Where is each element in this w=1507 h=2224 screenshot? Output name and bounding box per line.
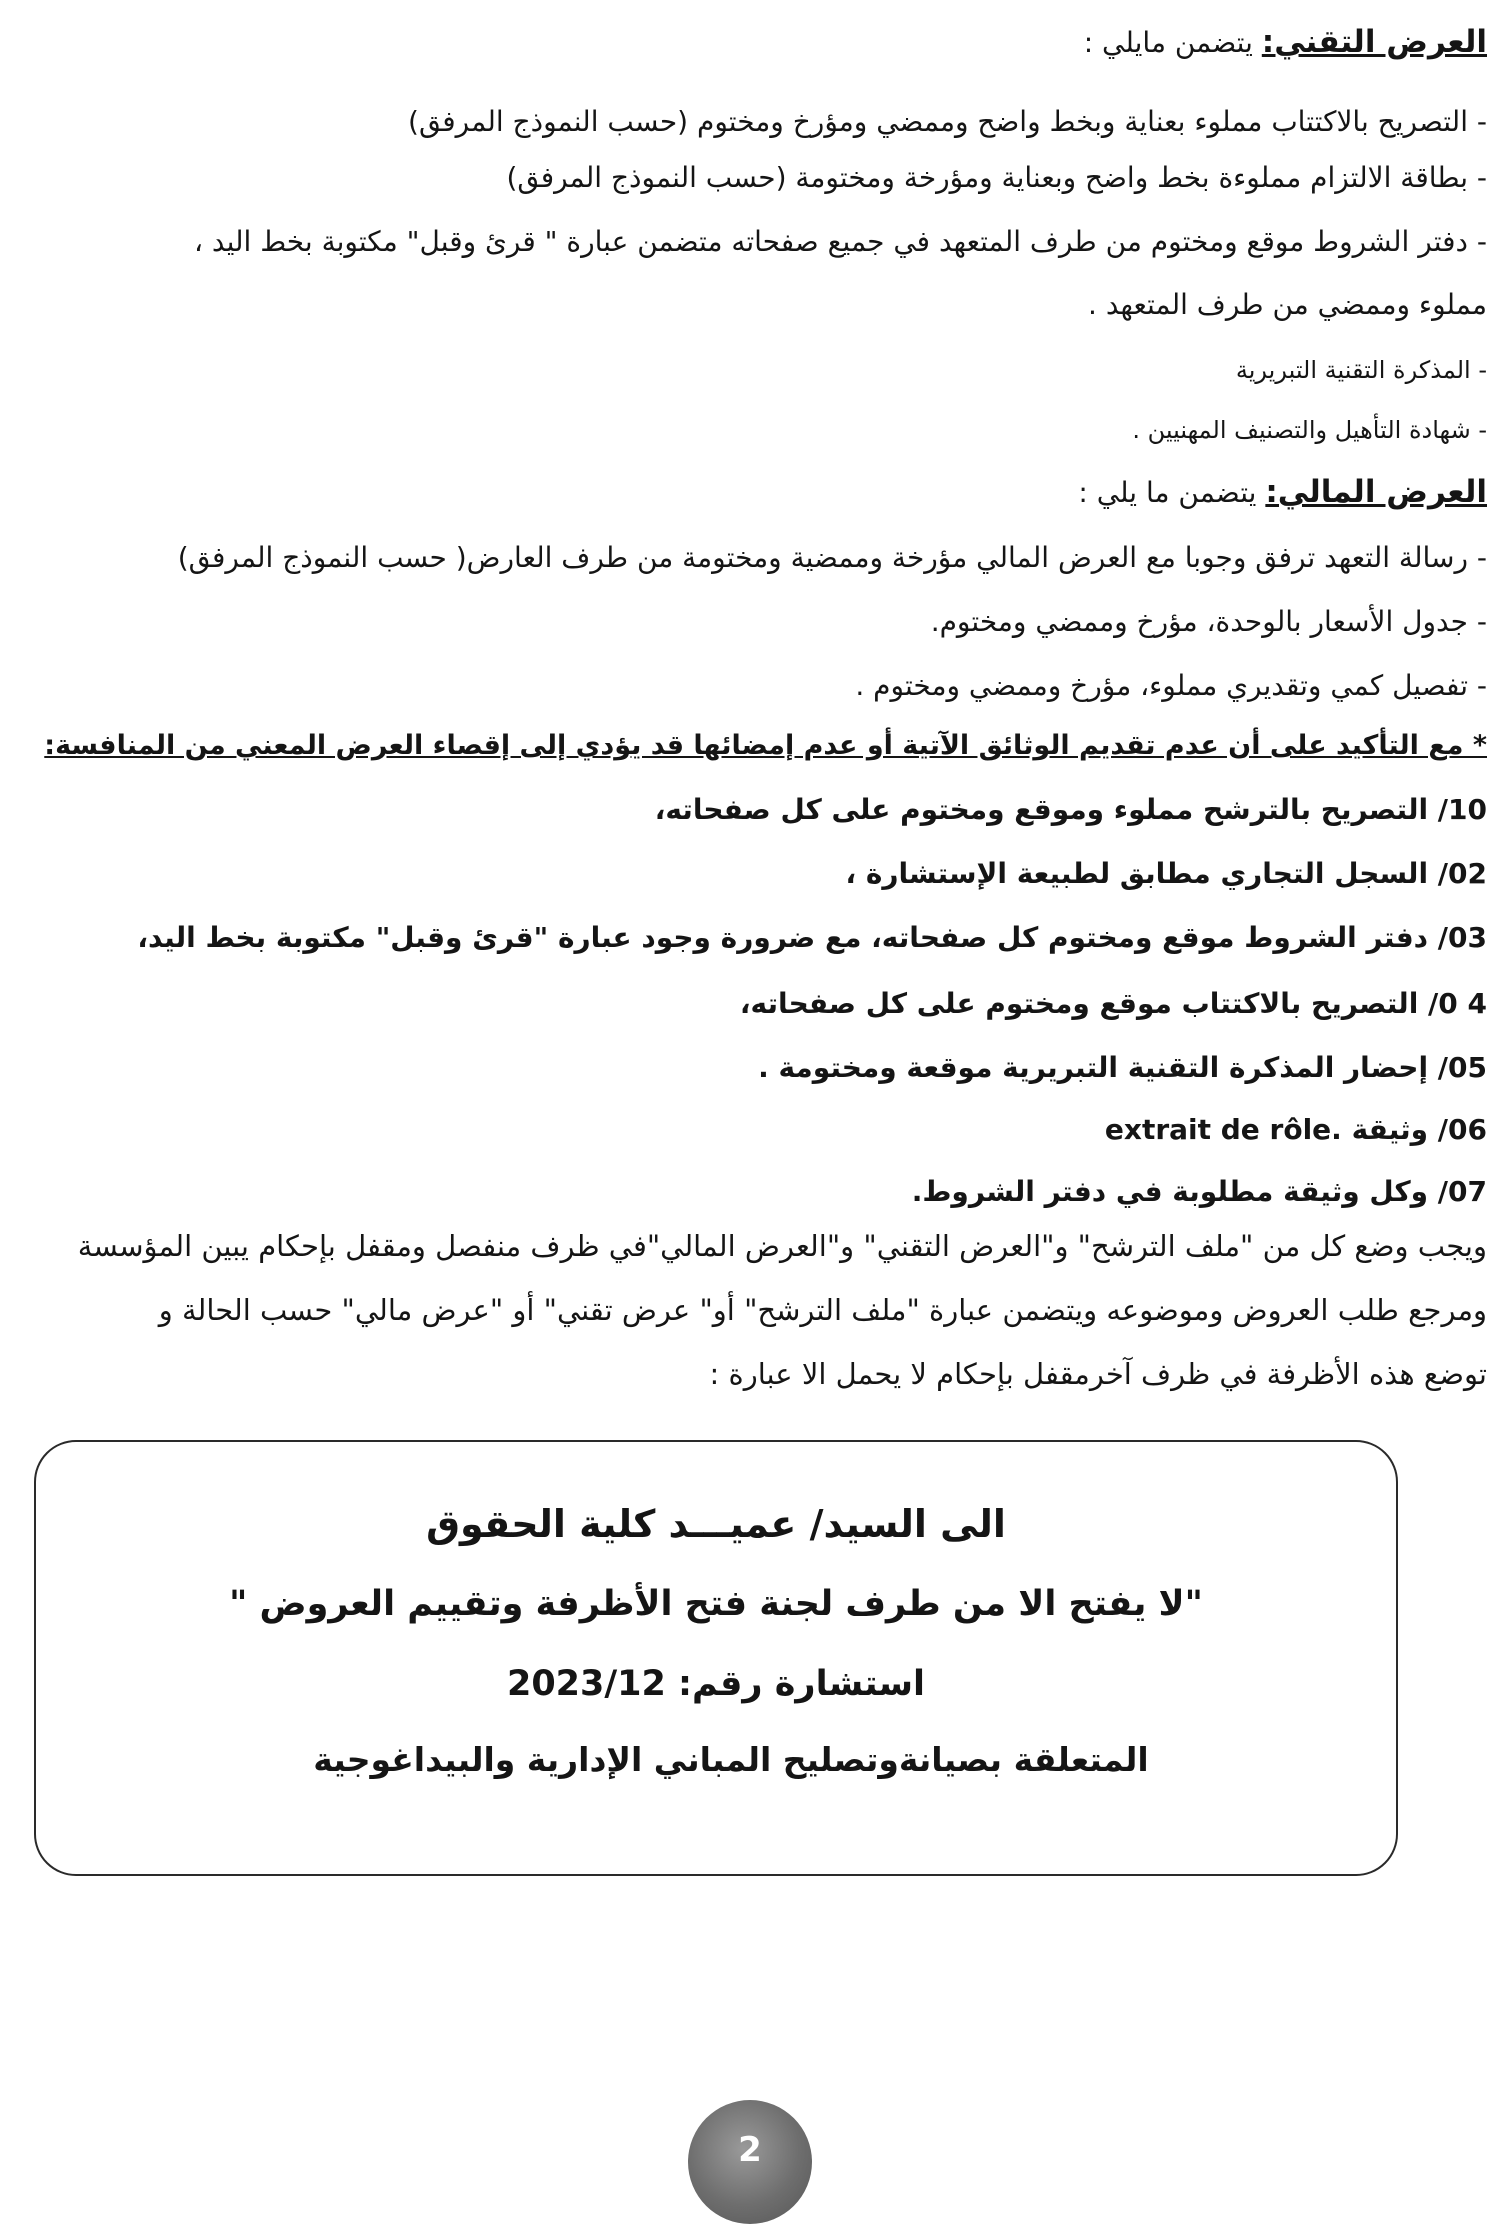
technical-offer-item: - دفتر الشروط موقع ومختوم من طرف المتعهد في جميع صفحاته متضمن عبارة " قرئ وقبل" مكتوبة بخط اليد ، (193, 225, 1487, 258)
required-document-06-french-term: extrait de rôle. (1104, 1113, 1342, 1146)
page-number-badge: 2 (688, 2100, 812, 2224)
exclusion-warning-note: * مع التأكيد على أن عدم تقديم الوثائق الآتية أو عدم إمضائها قد يؤدي إلى إقصاء العرض المعني من المنافسة: (44, 730, 1487, 761)
technical-offer-item: - المذكرة التقنية التبريرية (1235, 356, 1487, 384)
required-document-item: 4 0/ التصريح بالاكتتاب موقع ومختوم على كل صفحاته، (739, 987, 1487, 1020)
required-document-item: 05/ إحضار المذكرة التقنية التبريرية موقعة ومختومة . (758, 1051, 1487, 1084)
required-document-item: 07/ وكل وثيقة مطلوبة في دفتر الشروط. (911, 1175, 1487, 1208)
financial-offer-heading: العرض المالي: (1265, 474, 1487, 510)
envelope-instruction-line: ومرجع طلب العروض وموضوعه ويتضمن عبارة "ملف الترشح" أو" عرض تقني" أو "عرض مالي" حسب الحالة و (158, 1293, 1487, 1327)
financial-offer-item: - تفصيل كمي وتقديري مملوء، مؤرخ وممضي ومختوم . (855, 669, 1487, 702)
required-document-item: 03/ دفتر الشروط موقع ومختوم كل صفحاته، مع ضرورة وجود عبارة "قرئ وقبل" مكتوبة بخط اليد، (137, 921, 1487, 954)
financial-offer-intro: يتضمن ما يلي : (1078, 476, 1257, 509)
consultation-number: استشارة رقم: 2023/12 (506, 1664, 926, 1704)
envelope-address-box (34, 1440, 1398, 1876)
technical-offer-item-continuation: مملوء وممضي من طرف المتعهد . (1088, 288, 1487, 321)
envelope-recipient: الى السيد/ عميـــد كلية الحقوق (426, 1502, 1006, 1546)
envelope-instruction-line: ويجب وضع كل من "ملف الترشح" و"العرض التقني" و"العرض المالي"في ظرف منفصل ومقفل بإحكام يبين المؤسسة (77, 1229, 1487, 1263)
required-document-item: 10/ التصريح بالترشح مملوء وموقع ومختوم على كل صفحاته، (654, 793, 1487, 826)
required-document-06-label: 06/ وثيقة (1351, 1113, 1487, 1146)
financial-offer-item: - رسالة التعهد ترفق وجوبا مع العرض المالي مؤرخة وممضية ومختومة من طرف العارض( حسب النموذج المرفق) (177, 541, 1487, 574)
consultation-subject: المتعلقة بصيانةوتصليح المباني الإدارية والبيداغوجية (313, 1740, 1149, 1779)
financial-offer-heading-line (20, 472, 1487, 513)
technical-offer-item: - شهادة التأهيل والتصنيف المهنيين . (1132, 416, 1487, 444)
technical-offer-item: - بطاقة الالتزام مملوءة بخط واضح وبعناية ومؤرخة ومختومة (حسب النموذج المرفق) (506, 161, 1487, 194)
required-document-item-06 (20, 1110, 1487, 1150)
technical-offer-heading: العرض التقني: (1261, 24, 1487, 60)
financial-offer-item: - جدول الأسعار بالوحدة، مؤرخ وممضي ومختوم. (930, 605, 1487, 638)
envelope-instruction-line: توضع هذه الأظرفة في ظرف آخرمقفل بإحكام لا يحمل الا عبارة : (709, 1357, 1487, 1391)
technical-offer-item: - التصريح بالاكتتاب مملوء بعناية وبخط واضح وممضي ومؤرخ ومختوم (حسب النموذج المرفق) (408, 105, 1487, 138)
required-document-item: 02/ السجل التجاري مطابق لطبيعة الإستشارة ، (845, 857, 1487, 890)
envelope-notice: "لا يفتح الا من طرف لجنة فتح الأظرفة وتقييم العروض " (229, 1584, 1203, 1624)
technical-offer-intro: يتضمن مايلي : (1083, 26, 1253, 59)
technical-offer-heading-line (20, 22, 1487, 63)
